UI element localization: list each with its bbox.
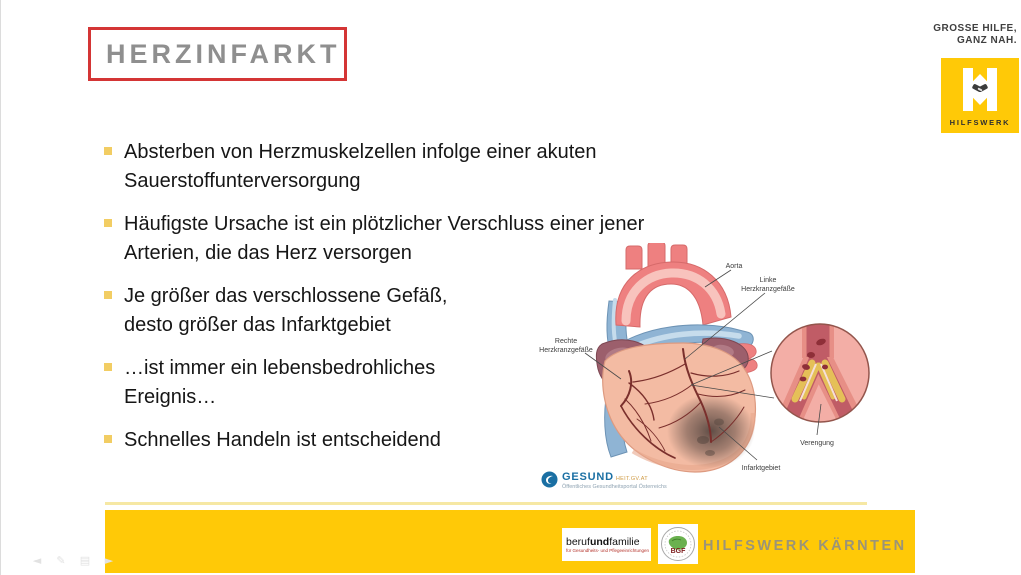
previous-slide-button[interactable]: ◄ [30, 554, 44, 568]
bullet-text-line: desto größer das Infarktgebiet [124, 314, 391, 336]
hilfswerk-logo-label: HILFSWERK [949, 118, 1011, 127]
footer-org-name: HILFSWERK KÄRNTEN [703, 538, 907, 554]
bgf-logo [658, 524, 698, 564]
bullet-item [104, 138, 644, 196]
berufundfamilie-subtitle: für Gesundheits- und Pflegeeinrichtungen [566, 547, 650, 553]
aorta-vessel [616, 243, 731, 327]
presenter-controls [30, 554, 116, 568]
label-infarktgebiet: Infarktgebiet [741, 465, 781, 472]
label-verengung: Verengung [800, 440, 834, 447]
hilfswerk-h-handshake-icon [963, 68, 997, 111]
bullet-marker-icon [104, 219, 112, 227]
berufundfamilie-logo [562, 528, 651, 561]
gesundheit-logo-subtitle: Öffentliches Gesundheitsportal Österreichs [562, 484, 667, 490]
slide-edge-divider [0, 0, 1, 575]
bullet-text-line: Je größer das verschlossene Gefäß, [124, 285, 448, 307]
label-linke-line2: Herzkranzgefäße [741, 286, 795, 293]
label-rechte-line2: Herzkranzgefäße [539, 347, 593, 354]
next-slide-button[interactable]: ► [102, 554, 116, 568]
bullet-marker-icon [104, 435, 112, 443]
bullet-text-line: Ereignis… [124, 386, 217, 408]
berufundfamilie-label-part1: beruf [566, 535, 590, 548]
berufundfamilie-label-part3: familie [609, 535, 640, 548]
bullet-text-line: Schnelles Handeln ist entscheidend [124, 429, 441, 451]
footer-accent-line [105, 502, 867, 505]
bullet-text-line: Sauerstoffunterversorgung [124, 170, 361, 192]
brand-tagline-line2: GANZ NAH. [956, 35, 1017, 46]
gesundheit-swoosh-icon [541, 471, 558, 488]
bullet-marker-icon [104, 147, 112, 155]
label-rechte-line1: Rechte [554, 338, 578, 345]
gesundheit-logo-name: GESUND [562, 471, 614, 483]
gesundheit-source-logo [541, 471, 667, 490]
pen-tool-button[interactable]: ✎ [54, 554, 68, 568]
gesundheit-logo-suffix: HEIT.GV.AT [615, 476, 648, 482]
artery-narrowing-inset [771, 309, 869, 423]
page-title: HERZINFARKT [106, 38, 341, 69]
brand-tagline [933, 23, 1017, 47]
berufundfamilie-label-part2: und [589, 535, 610, 548]
heart-infarct-illustration [533, 243, 878, 505]
label-linke-line1: Linke [759, 277, 777, 284]
hilfswerk-logo [941, 58, 1019, 133]
brand-tagline-line1: GROSSE HILFE, [933, 23, 1017, 34]
label-aorta: Aorta [725, 263, 743, 270]
bullet-text-line: …ist immer ein lebensbedrohliches [124, 357, 436, 379]
bullet-text-line: Häufigste Ursache ist ein plötzlicher Verschluss einer jener [124, 213, 645, 235]
footer-bar [105, 510, 915, 573]
slide-menu-button[interactable]: ▤ [79, 554, 91, 567]
bullet-text-line: Absterben von Herzmuskelzellen infolge einer akuten [124, 141, 597, 163]
title-highlight-box [88, 27, 347, 81]
bullet-text-line: Arterien, die das Herz versorgen [124, 242, 412, 264]
bullet-marker-icon [104, 291, 112, 299]
bullet-marker-icon [104, 363, 112, 371]
bgf-label: BGF [670, 548, 686, 555]
bgf-seal-icon [660, 526, 696, 562]
